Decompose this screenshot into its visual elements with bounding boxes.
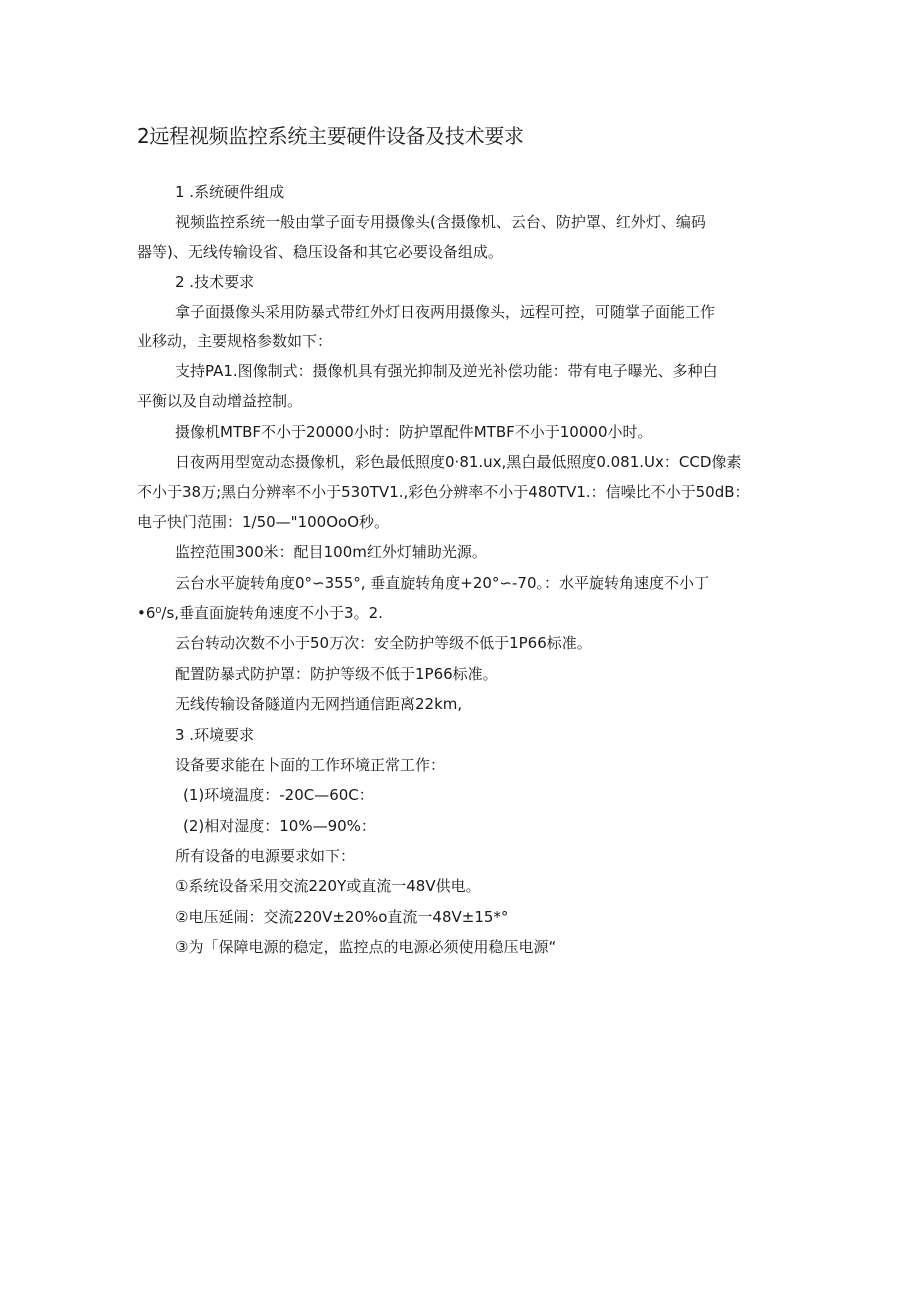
list-item: ②电压延闹：交流220V±20%o直流一48V±15*° — [175, 908, 509, 926]
paragraph-line: 云台转动次数不小于50万次：安全防护等级不低于1P66标准。 — [175, 634, 592, 652]
list-item: (1)环境温度：-20C—60C： — [183, 786, 374, 804]
paragraph-line: 电子快门范围：1/50—"100OoO秒。 — [137, 513, 390, 531]
paragraph-line: 所有设备的电源要求如下： — [175, 847, 356, 865]
paragraph-line: 云台水平旋转角度0°∽355°, 垂直旋转角度+20°∽-70。：水平旋转角速度不小丁 — [175, 574, 710, 592]
paragraph-line: 设备要求能在卜面的工作环境正常工作： — [175, 756, 446, 774]
list-item: ①系统设备采用交流220Y或直流一48V供电。 — [175, 877, 481, 895]
section-heading-environment: 3 .环境要求 — [175, 726, 255, 744]
paragraph-line: 视频监控系统一般由掌子面专用摄像头(含摄像机、云台、防护罩、红外灯、编码 — [175, 213, 706, 231]
paragraph-line: 支持PA1.图像制式：摄像机具有强光抑制及逆光补偿功能：带有电子曝光、多种白 — [175, 362, 718, 380]
paragraph-line: 日夜两用型宽动态摄像机，彩色最低照度0·81.ux,黑白最低照度0.081.Ux：CCD像素 — [175, 453, 742, 471]
section-heading-hardware: 1 .系统硬件组成 — [175, 183, 285, 201]
document-title: 2远程视频监控系统主要硬件设备及技术要求 — [137, 124, 524, 148]
paragraph-line: •6⁰/s,垂直面旋转角速度不小于3。2. — [137, 604, 383, 622]
paragraph-line: 平衡以及自动增益控制。 — [137, 392, 303, 410]
section-heading-technical: 2 .技术要求 — [175, 273, 255, 291]
paragraph-line: 无线传输设备隧道内无网挡通信距离22km, — [175, 695, 463, 713]
paragraph-line: 配置防暴式防护罩：防护等级不低于1P66标准。 — [175, 665, 498, 683]
paragraph-line: 业移动，主要规格参数如下： — [137, 332, 333, 350]
paragraph-line: 拿子面摄像头采用防暴式带红外灯日夜两用摄像头，远程可控，可随掌子面能工作 — [175, 303, 716, 321]
paragraph-line: 监控范围300米：配目100m红外灯辅助光源。 — [175, 543, 487, 561]
list-item: ③为「保障电源的稳定，监控点的电源必须使用稳压电源“ — [175, 938, 557, 956]
paragraph-line: 不小于38万;黑白分辨率不小于530TV1.,彩色分辨率不小于480TV1.：信噪比不小于50dB： — [137, 483, 750, 501]
list-item: (2)相对湿度：10%—90%： — [183, 817, 376, 835]
paragraph-line: 摄像机MTBF不小于20000小时：防护罩配件MTBF不小于10000小时。 — [175, 423, 653, 441]
paragraph-line: 器等)、无线传输设省、稳压设备和其它必要设备组成。 — [137, 243, 503, 261]
